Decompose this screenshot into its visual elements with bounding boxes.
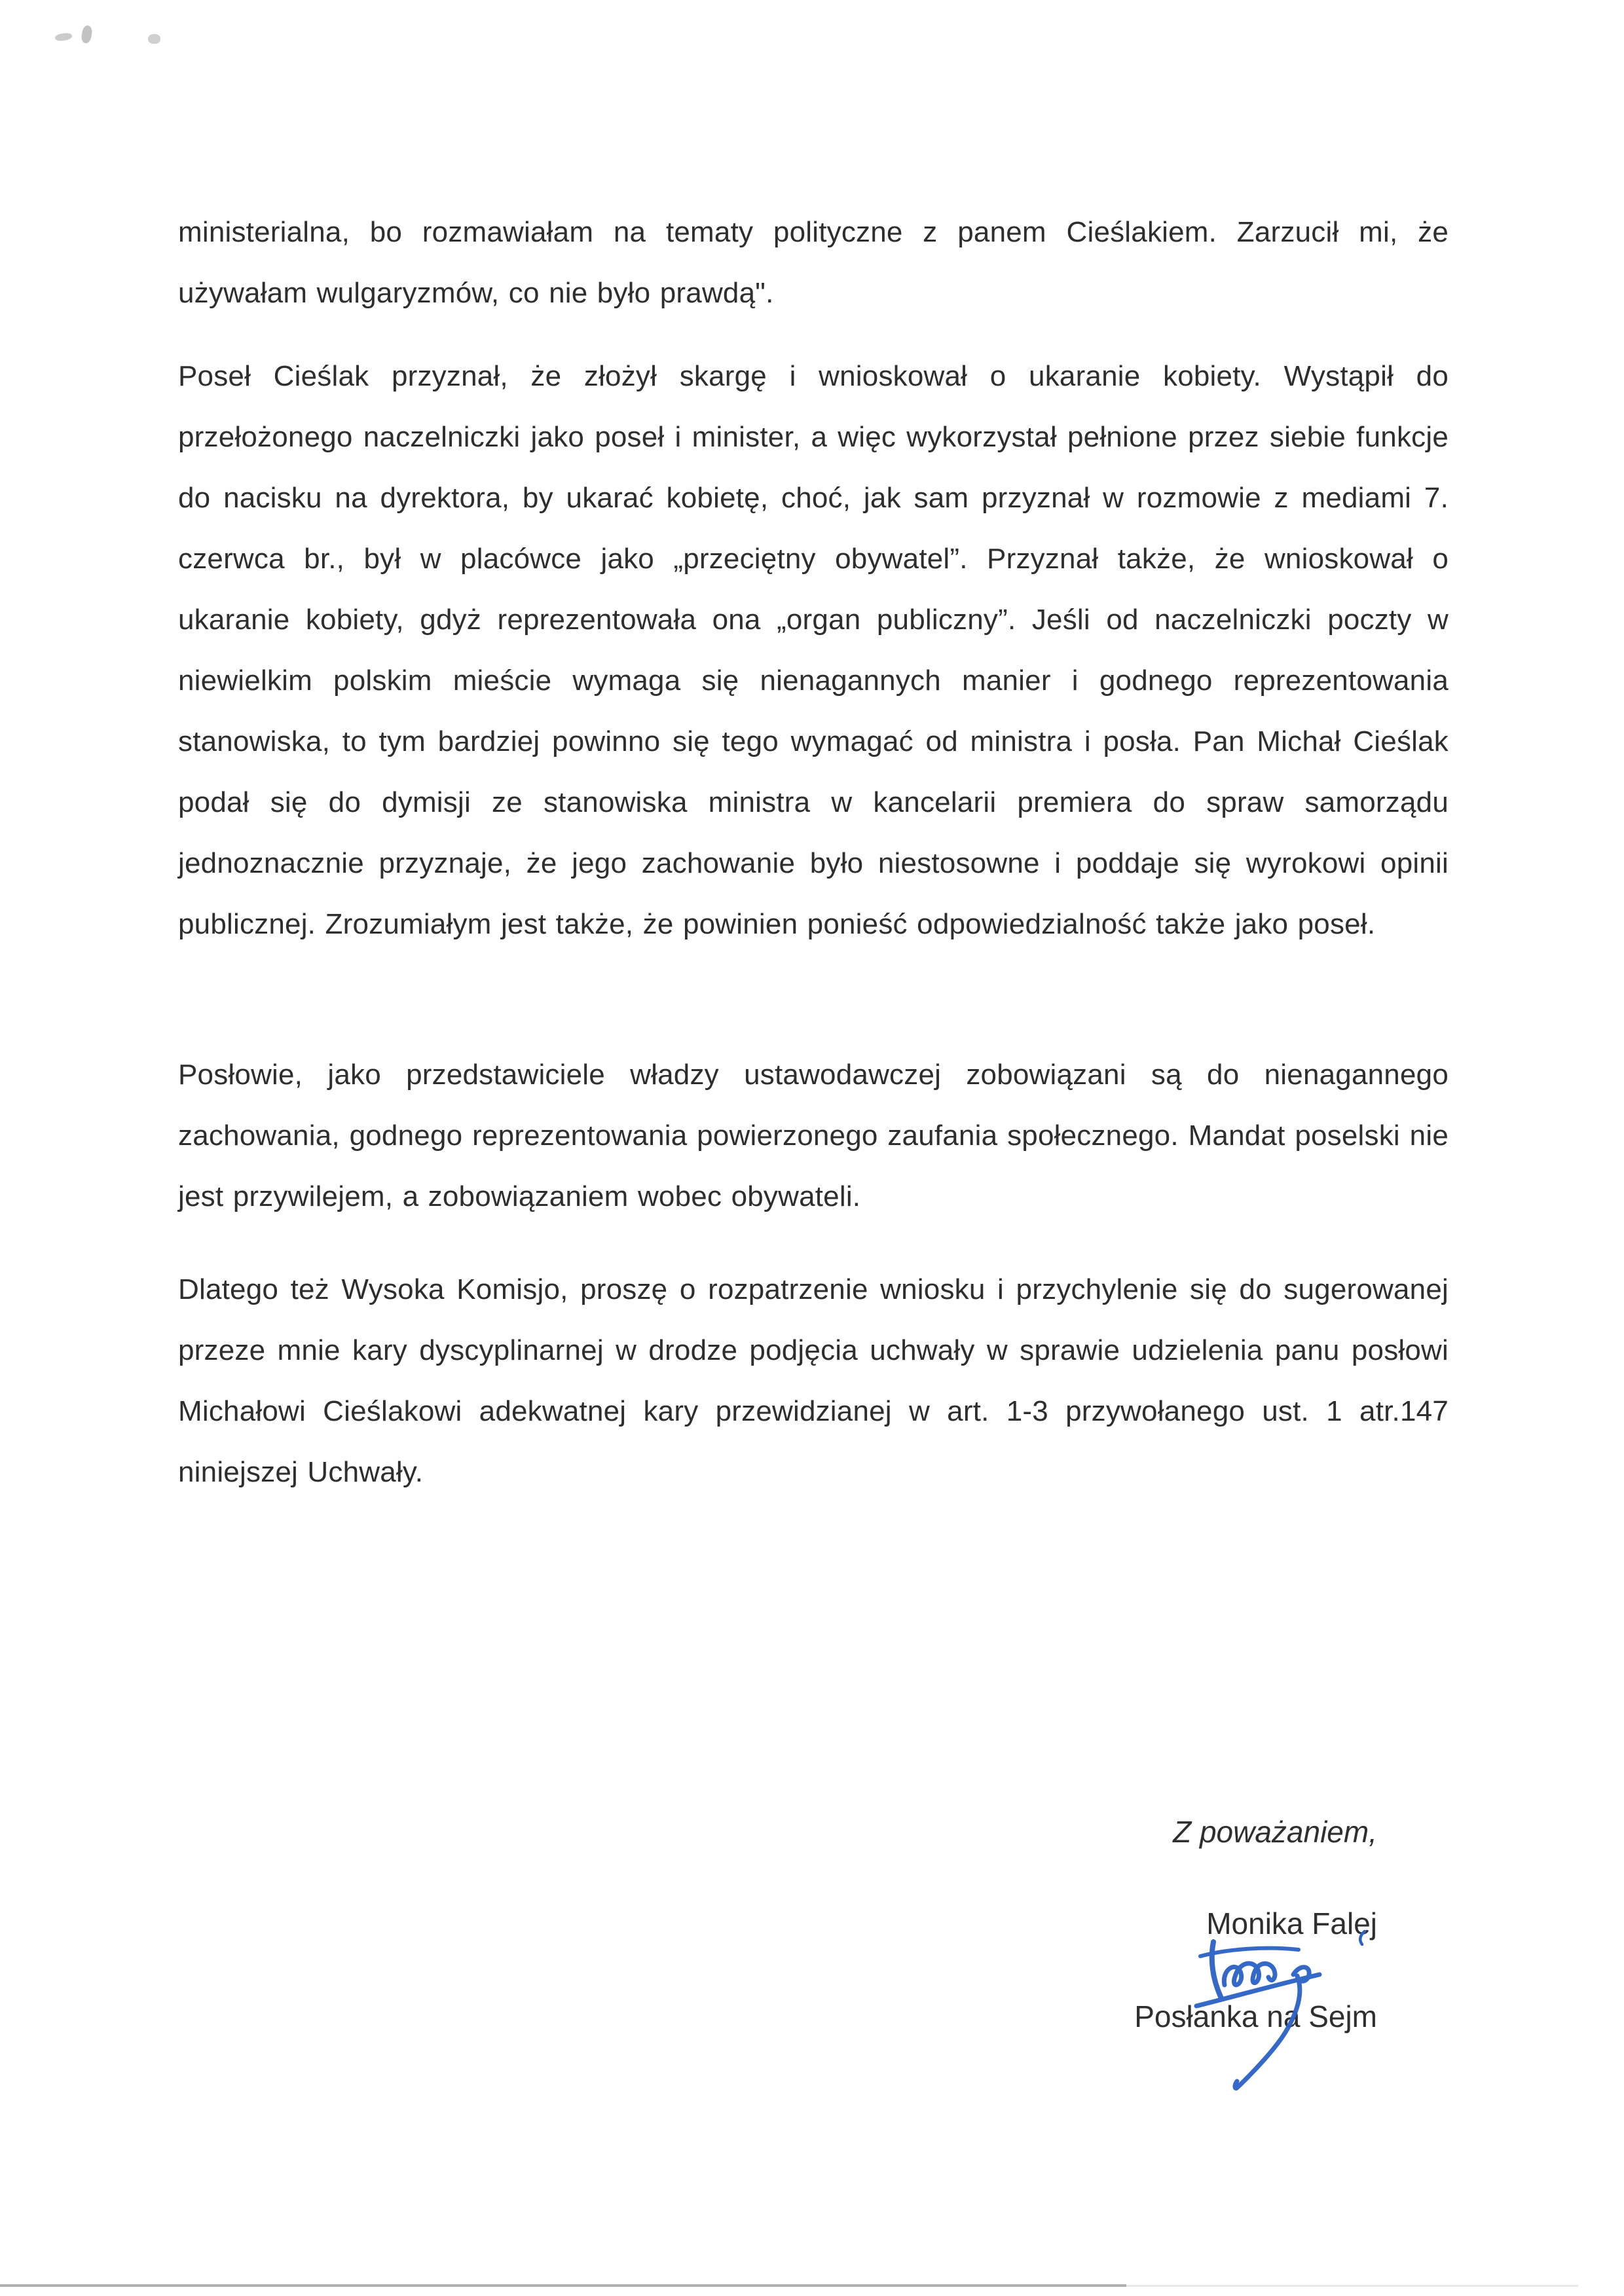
paragraph-3: Posłowie, jako przedstawiciele władzy ustawodawczej zobowiązani są do nienagannego zachowania, godnego reprezentowania powierzonego zaufania społecznego. Mandat poselski nie jest przywilejem, a zobowiązaniem wobec obywateli. <box>178 1059 1449 1212</box>
scan-edge-line <box>1126 2285 1578 2287</box>
scan-artifact <box>148 34 160 44</box>
closing-salutation: Z poważaniem, <box>1173 1815 1377 1849</box>
signer-title: Posłanka na Sejm <box>1134 1999 1377 2033</box>
paragraph-2: Poseł Cieślak przyznał, że złożył skargę i wnioskował o ukaranie kobiety. Wystąpił do przełożonego naczelniczki jako poseł i minister, a więc wykorzystał pełnione przez siebie funkcje do nacisku na dyrektora, by ukarać kobietę, choć, jak sam przyznał w rozmowie z mediami 7. czerwca br., był w placówce jako „przeciętny obywatel”. Przyznał także, że wnioskował o ukaranie kobiety, gdyż reprezentowała ona „organ publiczny”. Jeśli od naczelniczki poczty w niewielkim polskim mieście wymaga się nienagannych manier i godnego reprezentowania stanowiska, to tym bardziej powinno się tego wymagać od ministra i posła. Pan Michał Cieślak podał się do dymisji ze stanowiska ministra w kancelarii premiera do spraw samorządu jednoznacznie przyznaje, że jego zachowanie było niestosowne i poddaje się wyrokowi opinii publicznej. Zrozumiałym jest także, że powinien ponieść odpowiedzialność także jako poseł. <box>178 360 1449 940</box>
scan-artifact <box>81 25 93 44</box>
scan-artifact <box>54 32 72 42</box>
paragraph-1: ministerialna, bo rozmawiałam na tematy polityczne z panem Cieślakiem. Zarzucił mi, że używałam wulgaryzmów, co nie było prawdą". <box>178 216 1449 309</box>
ink-mark-icon <box>1356 1930 1369 1946</box>
paragraph-4: Dlatego też Wysoka Komisjo, proszę o rozpatrzenie wniosku i przychylenie się do sugerowanej przeze mnie kary dyscyplinarnej w drodze podjęcia uchwały w sprawie udzielenia panu posłowi Michałowi Cieślakowi adekwatnej kary przewidzianej w art. 1-3 przywołanego ust. 1 atr.147 niniejszej Uchwały. <box>178 1273 1449 1488</box>
handwritten-signature <box>1189 1933 1339 2103</box>
signer-name: Monika Falej <box>1206 1906 1377 1941</box>
scan-edge-line <box>0 2284 1126 2287</box>
